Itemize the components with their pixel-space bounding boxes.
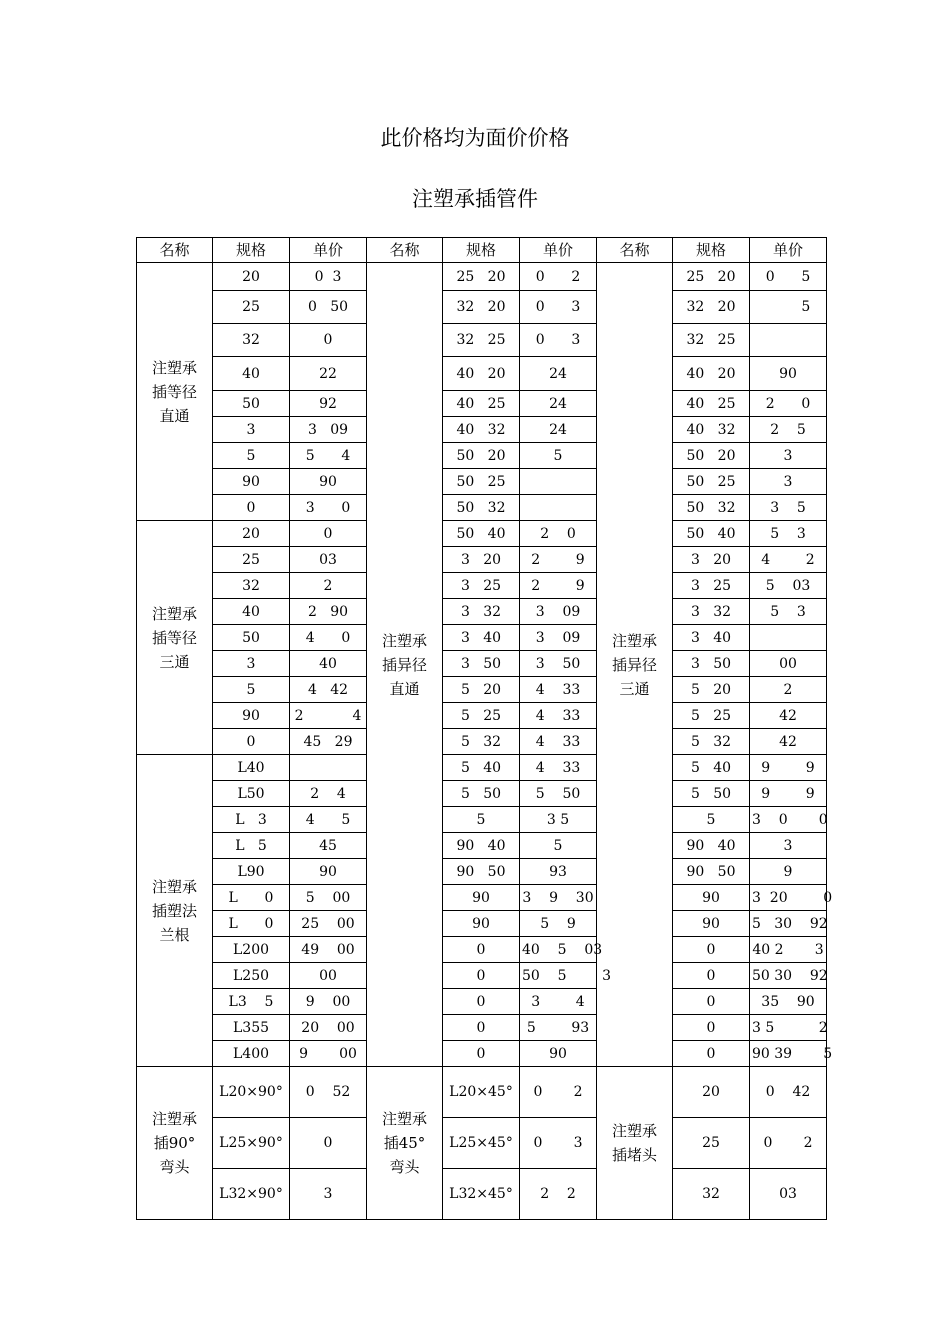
spec-cell: 32 25: [443, 324, 520, 357]
spec-cell: 40 20: [443, 357, 520, 391]
price-cell: 24: [520, 357, 597, 391]
spec-cell: 0: [213, 729, 290, 755]
spec-cell: 90 50: [673, 859, 750, 885]
spec-cell: 32: [213, 573, 290, 599]
spec-cell: 50 20: [673, 443, 750, 469]
spec-cell: 0: [443, 1015, 520, 1041]
table-row: [137, 937, 827, 963]
price-cell: 2 4: [290, 781, 367, 807]
spec-cell: 3 20: [673, 547, 750, 573]
price-cell: 40 5 03: [520, 937, 597, 963]
price-cell: 24: [520, 391, 597, 417]
price-cell: 45 29: [290, 729, 367, 755]
price-cell: 90 39 5: [750, 1041, 827, 1067]
price-cell: 2 4: [290, 703, 367, 729]
spec-cell: 25 20: [673, 263, 750, 291]
price-cell: 90: [290, 859, 367, 885]
price-cell: 5: [520, 833, 597, 859]
price-cell: 42: [750, 703, 827, 729]
spec-cell: 40: [213, 599, 290, 625]
price-cell: 0 2: [520, 263, 597, 291]
price-cell: 2 2: [520, 1169, 597, 1220]
table-row: [137, 625, 827, 651]
price-cell: 0 2: [750, 1118, 827, 1169]
table-row: [137, 963, 827, 989]
spec-cell: 20: [213, 521, 290, 547]
col-header-name: 名称: [367, 238, 443, 263]
spec-cell: 90 40: [443, 833, 520, 859]
price-cell: [750, 625, 827, 651]
price-cell: 0 3: [520, 324, 597, 357]
spec-cell: L32×90°: [213, 1169, 290, 1220]
price-cell: 3 09: [520, 599, 597, 625]
price-cell: 4 33: [520, 755, 597, 781]
table-row: [137, 573, 827, 599]
price-cell: 50 5 3: [520, 963, 597, 989]
spec-cell: 25 20: [443, 263, 520, 291]
spec-cell: 3 20: [443, 547, 520, 573]
table-row: [137, 807, 827, 833]
spec-cell: 0: [673, 937, 750, 963]
spec-cell: 0: [673, 1015, 750, 1041]
spec-cell: 5: [213, 677, 290, 703]
table-row: [137, 417, 827, 443]
price-cell: [520, 469, 597, 495]
group-name: 注塑承插45°弯头: [367, 1067, 443, 1220]
table-row: [137, 443, 827, 469]
table-row: [137, 357, 827, 391]
group-name: 注塑承插塑法兰根: [137, 755, 213, 1067]
price-cell: 90: [290, 469, 367, 495]
price-cell: 4 2: [750, 547, 827, 573]
price-cell: 9 9: [750, 781, 827, 807]
price-cell: 2 9: [520, 573, 597, 599]
price-cell: 4 42: [290, 677, 367, 703]
spec-cell: 5 20: [673, 677, 750, 703]
spec-cell: 32: [673, 1169, 750, 1220]
spec-cell: 3 25: [673, 573, 750, 599]
price-cell: [520, 495, 597, 521]
price-cell: 5 00: [290, 885, 367, 911]
spec-cell: L25×45°: [443, 1118, 520, 1169]
spec-cell: 5 20: [443, 677, 520, 703]
price-cell: 3: [750, 443, 827, 469]
spec-cell: 32 20: [673, 291, 750, 324]
spec-cell: 40: [213, 357, 290, 391]
spec-cell: L 5: [213, 833, 290, 859]
spec-cell: 3 32: [443, 599, 520, 625]
spec-cell: 20: [213, 263, 290, 291]
spec-cell: 90: [213, 703, 290, 729]
spec-cell: 3: [213, 651, 290, 677]
price-cell: 3 09: [290, 417, 367, 443]
price-cell: 40: [290, 651, 367, 677]
price-cell: 42: [750, 729, 827, 755]
price-cell: 3 20 0: [750, 885, 827, 911]
spec-cell: 5 40: [673, 755, 750, 781]
table-row: [137, 324, 827, 357]
price-cell: 9 00: [290, 1041, 367, 1067]
col-header-name: 名称: [137, 238, 213, 263]
spec-cell: L20×90°: [213, 1067, 290, 1118]
price-cell: 00: [750, 651, 827, 677]
spec-cell: 3 40: [443, 625, 520, 651]
spec-cell: 50: [213, 625, 290, 651]
spec-cell: 32 25: [673, 324, 750, 357]
price-cell: 0 52: [290, 1067, 367, 1118]
spec-cell: L32×45°: [443, 1169, 520, 1220]
table-row: [137, 781, 827, 807]
price-cell: 0: [290, 324, 367, 357]
spec-cell: L90: [213, 859, 290, 885]
price-cell: 3 5 2: [750, 1015, 827, 1041]
spec-cell: 40 25: [673, 391, 750, 417]
spec-cell: 90 40: [673, 833, 750, 859]
spec-cell: 5 50: [673, 781, 750, 807]
spec-cell: 50 32: [443, 495, 520, 521]
table-row: [137, 547, 827, 573]
spec-cell: L 0: [213, 911, 290, 937]
price-cell: 4 33: [520, 703, 597, 729]
spec-cell: 3 25: [443, 573, 520, 599]
group-name: 注塑承插异径三通: [597, 263, 673, 1067]
price-cell: 2: [290, 573, 367, 599]
spec-cell: 0: [443, 989, 520, 1015]
spec-cell: 5: [213, 443, 290, 469]
spec-cell: 50 40: [673, 521, 750, 547]
spec-cell: 20: [673, 1067, 750, 1118]
spec-cell: 25: [673, 1118, 750, 1169]
price-cell: 90: [750, 357, 827, 391]
price-cell: 0 3: [520, 291, 597, 324]
price-cell: 2 9: [520, 547, 597, 573]
group-name: 注塑承插异径直通: [367, 263, 443, 1067]
spec-cell: 90: [673, 885, 750, 911]
price-cell: 0: [290, 1118, 367, 1169]
table-row: [137, 729, 827, 755]
price-cell: 4 5: [290, 807, 367, 833]
spec-cell: 0: [673, 989, 750, 1015]
table-row: [137, 859, 827, 885]
spec-cell: 50: [213, 391, 290, 417]
col-header-spec: 规格: [443, 238, 520, 263]
price-table: [136, 237, 833, 1220]
spec-cell: 0: [443, 1041, 520, 1067]
price-cell: 92: [290, 391, 367, 417]
spec-cell: 90 50: [443, 859, 520, 885]
price-cell: 9 00: [290, 989, 367, 1015]
price-cell: 2 90: [290, 599, 367, 625]
spec-cell: 5 32: [673, 729, 750, 755]
spec-cell: 3: [213, 417, 290, 443]
price-cell: 5 03: [750, 573, 827, 599]
table-row: [137, 989, 827, 1015]
spec-cell: L50: [213, 781, 290, 807]
price-cell: 5 9: [520, 911, 597, 937]
price-cell: 5 93: [520, 1015, 597, 1041]
table-row: [137, 599, 827, 625]
price-cell: 22: [290, 357, 367, 391]
table-row: [137, 521, 827, 547]
price-cell: 9 9: [750, 755, 827, 781]
group-name: 注塑承插等径三通: [137, 521, 213, 755]
price-cell: 3: [750, 833, 827, 859]
table-row: [137, 911, 827, 937]
table-row: [137, 291, 827, 324]
price-cell: 0 50: [290, 291, 367, 324]
price-cell: 5 4: [290, 443, 367, 469]
spec-cell: L250: [213, 963, 290, 989]
table-row: [137, 755, 827, 781]
spec-cell: 25: [213, 291, 290, 324]
spec-cell: 32: [213, 324, 290, 357]
spec-cell: L3 5: [213, 989, 290, 1015]
table-row: [137, 469, 827, 495]
price-cell: 5: [520, 443, 597, 469]
price-cell: 50 30 92: [750, 963, 827, 989]
price-cell: 3 4: [520, 989, 597, 1015]
price-cell: 0 2: [520, 1067, 597, 1118]
price-cell: 93: [520, 859, 597, 885]
spec-cell: 3 50: [443, 651, 520, 677]
spec-cell: 0: [673, 963, 750, 989]
price-cell: 3 5: [750, 495, 827, 521]
group-name: 注塑承插等径直通: [137, 263, 213, 521]
spec-cell: L200: [213, 937, 290, 963]
table-row: [137, 651, 827, 677]
spec-cell: 50 25: [673, 469, 750, 495]
spec-cell: 25: [213, 547, 290, 573]
table-row: [137, 1118, 827, 1169]
spec-cell: 5 25: [673, 703, 750, 729]
price-cell: 25 00: [290, 911, 367, 937]
table-row: [137, 1041, 827, 1067]
spec-cell: L25×90°: [213, 1118, 290, 1169]
spec-cell: L 3: [213, 807, 290, 833]
price-cell: 5 3: [750, 521, 827, 547]
spec-cell: 40 32: [443, 417, 520, 443]
table-row: [137, 1067, 827, 1118]
spec-cell: 0: [213, 495, 290, 521]
spec-cell: 40 20: [673, 357, 750, 391]
table-row: [137, 677, 827, 703]
spec-cell: L 0: [213, 885, 290, 911]
price-cell: 3 50: [520, 651, 597, 677]
price-cell: 0: [290, 521, 367, 547]
price-cell: [750, 324, 827, 357]
price-cell: 45: [290, 833, 367, 859]
spec-cell: 50 32: [673, 495, 750, 521]
price-cell: 3: [290, 1169, 367, 1220]
price-cell: 3 09: [520, 625, 597, 651]
group-name: 注塑承插90°弯头: [137, 1067, 213, 1220]
col-header-spec: 规格: [213, 238, 290, 263]
table-row: [137, 495, 827, 521]
price-cell: 00: [290, 963, 367, 989]
price-cell: 4 0: [290, 625, 367, 651]
spec-cell: 0: [443, 963, 520, 989]
spec-cell: 40 25: [443, 391, 520, 417]
price-cell: 3 0 0: [750, 807, 827, 833]
table-row: [137, 1015, 827, 1041]
table-row: [137, 263, 827, 291]
spec-cell: 90: [673, 911, 750, 937]
price-cell: 2 0: [520, 521, 597, 547]
spec-cell: L400: [213, 1041, 290, 1067]
group-name: 注塑承插堵头: [597, 1067, 673, 1220]
price-cell: 5 30 92: [750, 911, 827, 937]
header-row: [137, 238, 827, 263]
spec-cell: 50 25: [443, 469, 520, 495]
price-cell: 5 50: [520, 781, 597, 807]
spec-cell: 5 50: [443, 781, 520, 807]
price-cell: 2: [750, 677, 827, 703]
table-body: [137, 263, 833, 1220]
price-cell: 03: [750, 1169, 827, 1220]
price-cell: 5: [750, 291, 827, 324]
table-row: [137, 391, 827, 417]
price-cell: 3 5: [520, 807, 597, 833]
spec-cell: 3 50: [673, 651, 750, 677]
price-cell: 3: [750, 469, 827, 495]
spec-cell: L20×45°: [443, 1067, 520, 1118]
price-cell: 4 33: [520, 677, 597, 703]
price-cell: 24: [520, 417, 597, 443]
price-cell: 49 00: [290, 937, 367, 963]
price-cell: 35 90: [750, 989, 827, 1015]
table-row: [137, 885, 827, 911]
col-header-price: 单价: [750, 238, 827, 263]
spec-cell: L40: [213, 755, 290, 781]
spec-cell: 5: [673, 807, 750, 833]
spec-cell: 50 20: [443, 443, 520, 469]
price-cell: 40 2 3: [750, 937, 827, 963]
col-header-price: 单价: [290, 238, 367, 263]
spec-cell: 90: [213, 469, 290, 495]
price-cell: 2 5: [750, 417, 827, 443]
spec-cell: 40 32: [673, 417, 750, 443]
price-cell: 3 9 30: [520, 885, 597, 911]
page-title: 此价格均为面价价格: [380, 126, 570, 150]
price-cell: 0 42: [750, 1067, 827, 1118]
price-cell: 3 0: [290, 495, 367, 521]
spec-cell: 3 40: [673, 625, 750, 651]
spec-cell: 90: [443, 911, 520, 937]
price-cell: 2 0: [750, 391, 827, 417]
spec-cell: 5 25: [443, 703, 520, 729]
price-cell: 0 3: [290, 263, 367, 291]
price-cell: 5 3: [750, 599, 827, 625]
price-cell: 03: [290, 547, 367, 573]
table-title: 注塑承插管件: [412, 187, 538, 211]
col-header-spec: 规格: [673, 238, 750, 263]
spec-cell: 0: [673, 1041, 750, 1067]
price-cell: 90: [520, 1041, 597, 1067]
price-cell: 9: [750, 859, 827, 885]
table-row: [137, 833, 827, 859]
table-row: [137, 1169, 827, 1220]
spec-cell: 5 32: [443, 729, 520, 755]
table-row: [137, 703, 827, 729]
spec-cell: 32 20: [443, 291, 520, 324]
spec-cell: 5 40: [443, 755, 520, 781]
spec-cell: 50 40: [443, 521, 520, 547]
spec-cell: 90: [443, 885, 520, 911]
price-cell: [290, 755, 367, 781]
price-cell: 4 33: [520, 729, 597, 755]
price-cell: 0 5: [750, 263, 827, 291]
col-header-name: 名称: [597, 238, 673, 263]
spec-cell: L355: [213, 1015, 290, 1041]
spec-cell: 3 32: [673, 599, 750, 625]
price-cell: 20 00: [290, 1015, 367, 1041]
spec-cell: 5: [443, 807, 520, 833]
col-header-price: 单价: [520, 238, 597, 263]
price-cell: 0 3: [520, 1118, 597, 1169]
spec-cell: 0: [443, 937, 520, 963]
